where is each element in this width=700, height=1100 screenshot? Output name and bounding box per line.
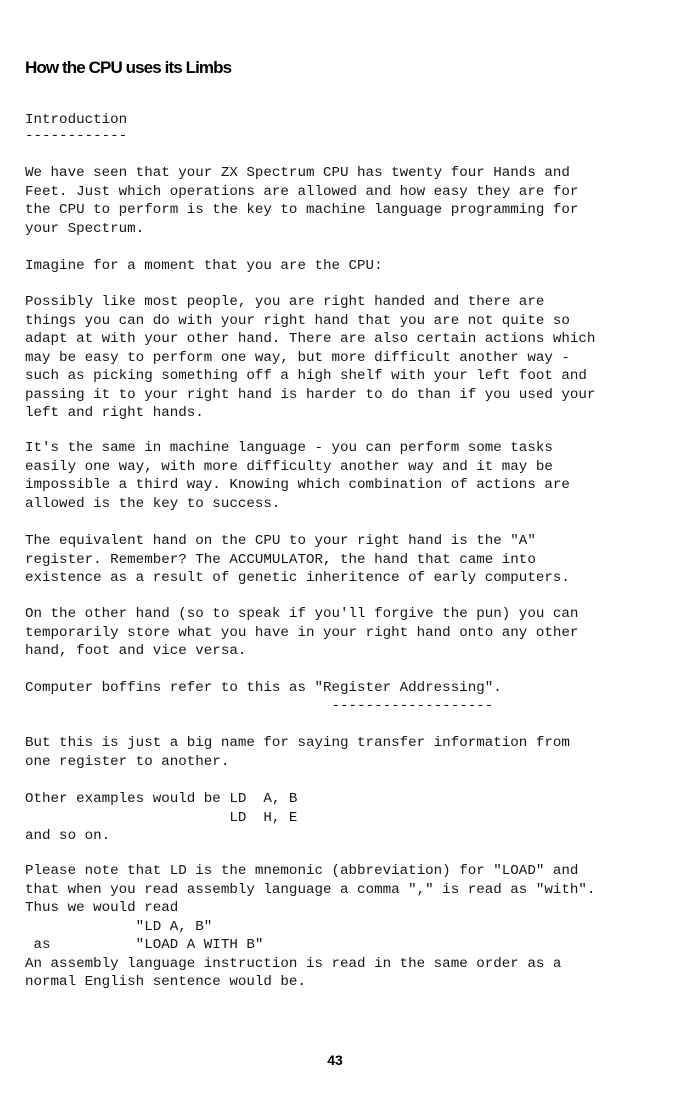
paragraph-mnemonic: Please note that LD is the mnemonic (abbreviation) for "LOAD" and that when you read assembly language a comma "," is read as "with". Thus we would read "LD A, B" as "LOAD A WITH B" An assembly language instruction is read in the same order as a normal English sentence would be. [25, 863, 596, 990]
paragraph-imagine: Imagine for a moment that you are the CPU: [25, 258, 383, 274]
paragraph-other-hand: On the other hand (so to speak if you'll forgive the pun) you can temporarily store what you have in your right hand onto any other hand, foot and vice versa. [25, 606, 579, 659]
paragraph-big-name: But this is just a big name for saying transfer information from one register to another. [25, 735, 570, 770]
page-number: 43 [327, 1052, 343, 1068]
register-addressing-underline: ------------------- [25, 698, 494, 714]
paragraph-intro: We have seen that your ZX Spectrum CPU has twenty four Hands and Feet. Just which operations are allowed and how easy they are for the CPU to perform is the key to machine language programming for your Spectrum. [25, 165, 579, 237]
paragraph-a-register: The equivalent hand on the CPU to your right hand is the "A" register. Remember? The ACCUMULATOR, the hand that came into existence as a result of genetic inheritence of early computers. [25, 533, 570, 586]
page-title: How the CPU uses its Limbs [25, 58, 232, 77]
paragraph-right-handed: Possibly like most people, you are right handed and there are things you can do with your right hand that you are not quite so adapt at with your other hand. There are also certain actions which may be easy to perform one way, but more difficult another way - such as picking something off a high shelf with your left foot and passing it to your right hand is harder to do than if you used your left and right hands. [25, 294, 596, 421]
paragraph-examples: Other examples would be LD A, B LD H, E and so on. [25, 791, 298, 844]
section-heading: Introduction [25, 112, 128, 128]
paragraph-machine-language: It's the same in machine language - you can perform some tasks easily one way, with more difficulty another way and it may be impossible a third way. Knowing which combination of actions are allowed is the key to success. [25, 440, 570, 512]
paragraph-register-addressing: Computer boffins refer to this as "Register Addressing". [25, 680, 502, 696]
heading-underline: ------------ [25, 128, 128, 144]
